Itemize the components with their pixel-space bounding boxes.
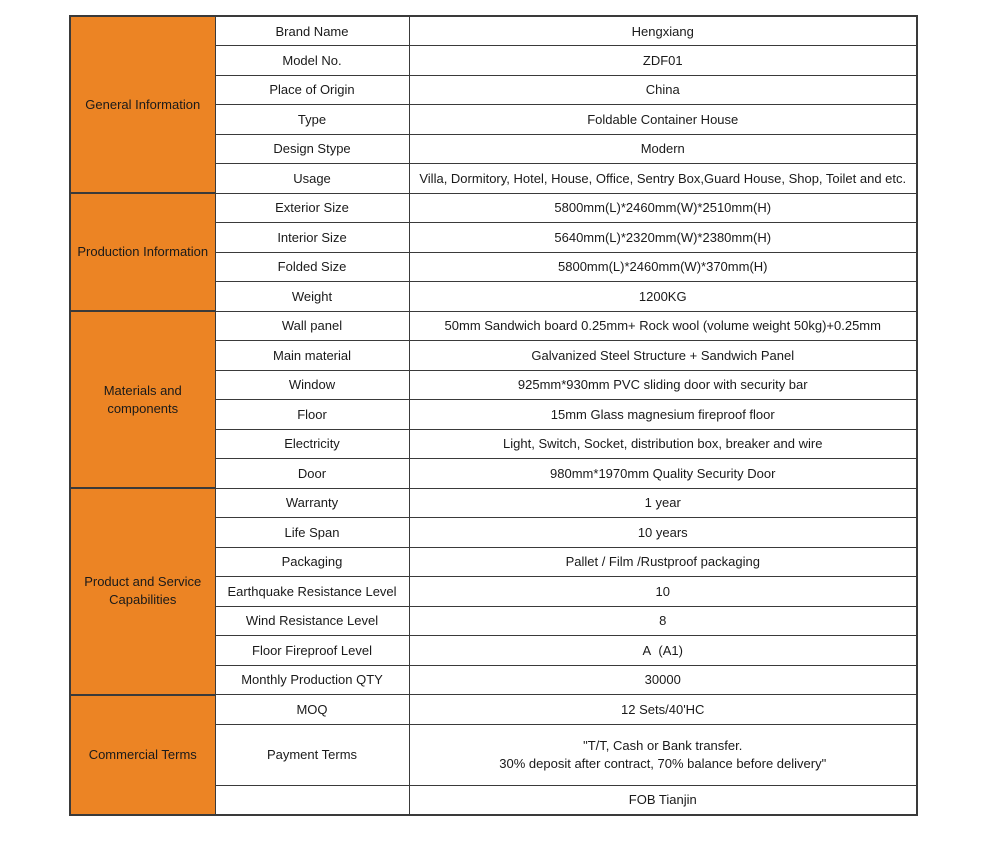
row-value: 8 — [409, 606, 917, 636]
row-label: Brand Name — [215, 16, 409, 46]
row-label: Weight — [215, 282, 409, 312]
section-title-line: Product and Service — [84, 574, 202, 590]
row-value: 50mm Sandwich board 0.25mm+ Rock wool (volume weight 50kg)+0.25mm — [409, 311, 917, 341]
row-label: Packaging — [215, 547, 409, 577]
row-value: Villa, Dormitory, Hotel, House, Office, Sentry Box,Guard House, Shop, Toilet and etc. — [409, 164, 917, 194]
row-label: Earthquake Resistance Level — [215, 577, 409, 607]
row-label: Monthly Production QTY — [215, 665, 409, 695]
row-label: Warranty — [215, 488, 409, 518]
table-row — [70, 193, 917, 223]
row-label — [215, 785, 409, 815]
row-label: Type — [215, 105, 409, 135]
row-label: Life Span — [215, 518, 409, 548]
row-value: 925mm*930mm PVC sliding door with security bar — [409, 370, 917, 400]
row-value: 5800mm(L)*2460mm(W)*2510mm(H) — [409, 193, 917, 223]
table-row — [70, 16, 917, 46]
row-label: Folded Size — [215, 252, 409, 282]
row-value: Galvanized Steel Structure + Sandwich Panel — [409, 341, 917, 371]
section-materials-and-components — [70, 311, 215, 488]
row-value: FOB Tianjin — [409, 785, 917, 815]
section-title-line: Capabilities — [109, 592, 177, 608]
row-value: Modern — [409, 134, 917, 164]
section-title-line: Materials and — [103, 382, 182, 398]
row-label: Interior Size — [215, 223, 409, 253]
row-value: 15mm Glass magnesium fireproof floor — [409, 400, 917, 430]
row-value: Foldable Container House — [409, 105, 917, 135]
table-row — [70, 488, 917, 518]
row-label: Wind Resistance Level — [215, 606, 409, 636]
row-label: MOQ — [215, 695, 409, 725]
row-label: Main material — [215, 341, 409, 371]
row-label: Design Stype — [215, 134, 409, 164]
row-label: Floor Fireproof Level — [215, 636, 409, 666]
row-value: 30000 — [409, 665, 917, 695]
row-value: 5800mm(L)*2460mm(W)*370mm(H) — [409, 252, 917, 282]
payment-terms-line: "T/T, Cash or Bank transfer. — [583, 737, 743, 753]
row-label: Exterior Size — [215, 193, 409, 223]
section-general-information: General Information — [70, 16, 215, 193]
row-value: 1200KG — [409, 282, 917, 312]
table-row — [70, 311, 917, 341]
row-value: 5640mm(L)*2320mm(W)*2380mm(H) — [409, 223, 917, 253]
row-label: Window — [215, 370, 409, 400]
row-value: Light, Switch, Socket, distribution box, breaker and wire — [409, 429, 917, 459]
row-value: 1 year — [409, 488, 917, 518]
row-value: ZDF01 — [409, 46, 917, 76]
row-label: Place of Origin — [215, 75, 409, 105]
section-product-and-service-capabilities — [70, 488, 215, 695]
table-row — [70, 695, 917, 725]
section-commercial-terms: Commercial Terms — [70, 695, 215, 815]
payment-terms-line: 30% deposit after contract, 70% balance before delivery" — [499, 755, 827, 771]
row-label: Electricity — [215, 429, 409, 459]
row-label: Floor — [215, 400, 409, 430]
row-label: Usage — [215, 164, 409, 194]
section-title-line: components — [107, 400, 179, 416]
section-production-information: Production Information — [70, 193, 215, 311]
row-label: Door — [215, 459, 409, 489]
row-value: China — [409, 75, 917, 105]
row-value: 10 years — [409, 518, 917, 548]
specification-table — [69, 15, 918, 816]
row-value: Pallet / Film /Rustproof packaging — [409, 547, 917, 577]
row-label: Wall panel — [215, 311, 409, 341]
row-value: A (A1) — [409, 636, 917, 666]
row-value: 980mm*1970mm Quality Security Door — [409, 459, 917, 489]
row-value — [409, 724, 917, 785]
row-value: 12 Sets/40'HC — [409, 695, 917, 725]
row-label: Model No. — [215, 46, 409, 76]
row-value: Hengxiang — [409, 16, 917, 46]
row-value: 10 — [409, 577, 917, 607]
row-label: Payment Terms — [215, 724, 409, 785]
